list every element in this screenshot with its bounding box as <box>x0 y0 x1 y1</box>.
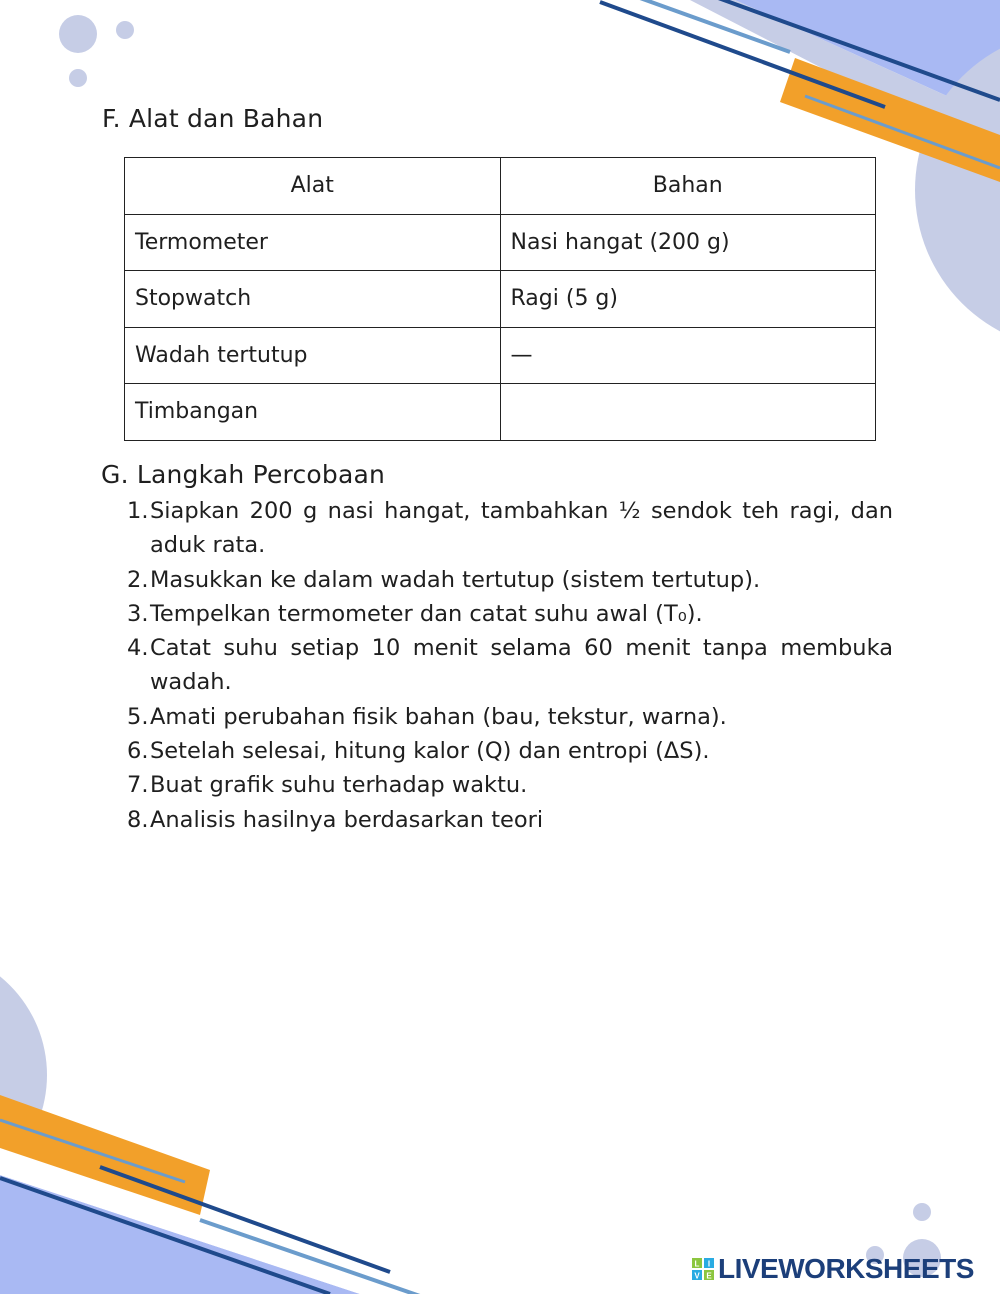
logo-letter: I <box>707 1259 711 1269</box>
materials-table <box>124 157 876 441</box>
table-row <box>125 214 876 271</box>
table-cell <box>500 384 876 441</box>
table-cell: Stopwatch <box>125 271 501 328</box>
table-header-row <box>125 158 876 215</box>
table-row <box>125 327 876 384</box>
decor-dot-small <box>69 69 87 87</box>
liveworksheets-logo-icon <box>692 1258 714 1280</box>
table-cell: Nasi hangat (200 g) <box>500 214 876 271</box>
decor-dot-large <box>59 15 97 53</box>
section-g-title: G. Langkah Percobaan <box>101 460 386 489</box>
table-cell: Termometer <box>125 214 501 271</box>
list-item <box>127 768 893 802</box>
decor-dot-small <box>116 21 134 39</box>
column-header-alat: Alat <box>125 158 501 215</box>
step-text: Amati perubahan fisik bahan (bau, tekstur, warna). <box>150 703 727 730</box>
step-text: Tempelkan termometer dan catat suhu awal (T₀). <box>150 600 703 627</box>
table-cell: Timbangan <box>125 384 501 441</box>
list-item <box>127 631 893 700</box>
step-text: Analisis hasilnya berdasarkan teori <box>150 806 544 833</box>
procedure-steps-list <box>127 494 893 837</box>
logo-letter: L <box>694 1259 700 1269</box>
list-item <box>127 597 893 631</box>
table-cell: — <box>500 327 876 384</box>
liveworksheets-brand[interactable] <box>692 1252 974 1286</box>
list-item <box>127 803 893 837</box>
brand-name: LIVEWORKSHEETS <box>718 1253 974 1284</box>
step-text: Setelah selesai, hitung kalor (Q) dan entropi (ΔS). <box>150 738 710 765</box>
logo-letter: E <box>706 1271 712 1280</box>
table-row <box>125 384 876 441</box>
section-f-title: F. Alat dan Bahan <box>102 104 324 133</box>
column-header-bahan: Bahan <box>500 158 876 215</box>
list-item <box>127 494 893 563</box>
step-number: 4. <box>127 635 149 662</box>
step-text: Catat suhu setiap 10 menit selama 60 menit tanpa membuka wadah. <box>150 635 893 696</box>
step-text: Siapkan 200 g nasi hangat, tambahkan ½ sendok teh ragi, dan aduk rata. <box>150 498 893 559</box>
list-item <box>127 563 893 597</box>
list-item <box>127 700 893 734</box>
step-number: 8. <box>127 806 149 833</box>
step-text: Buat grafik suhu terhadap waktu. <box>150 772 528 799</box>
logo-letter: V <box>694 1271 700 1280</box>
step-number: 5. <box>127 703 149 730</box>
decor-dot-small <box>913 1203 931 1221</box>
list-item <box>127 734 893 768</box>
step-number: 2. <box>127 566 149 593</box>
table-row <box>125 271 876 328</box>
table-cell: Wadah tertutup <box>125 327 501 384</box>
step-number: 6. <box>127 738 149 765</box>
step-number: 1. <box>127 498 149 524</box>
table-cell: Ragi (5 g) <box>500 271 876 328</box>
step-number: 7. <box>127 772 149 799</box>
step-text: Masukkan ke dalam wadah tertutup (sistem tertutup). <box>150 566 761 593</box>
step-number: 3. <box>127 600 149 627</box>
